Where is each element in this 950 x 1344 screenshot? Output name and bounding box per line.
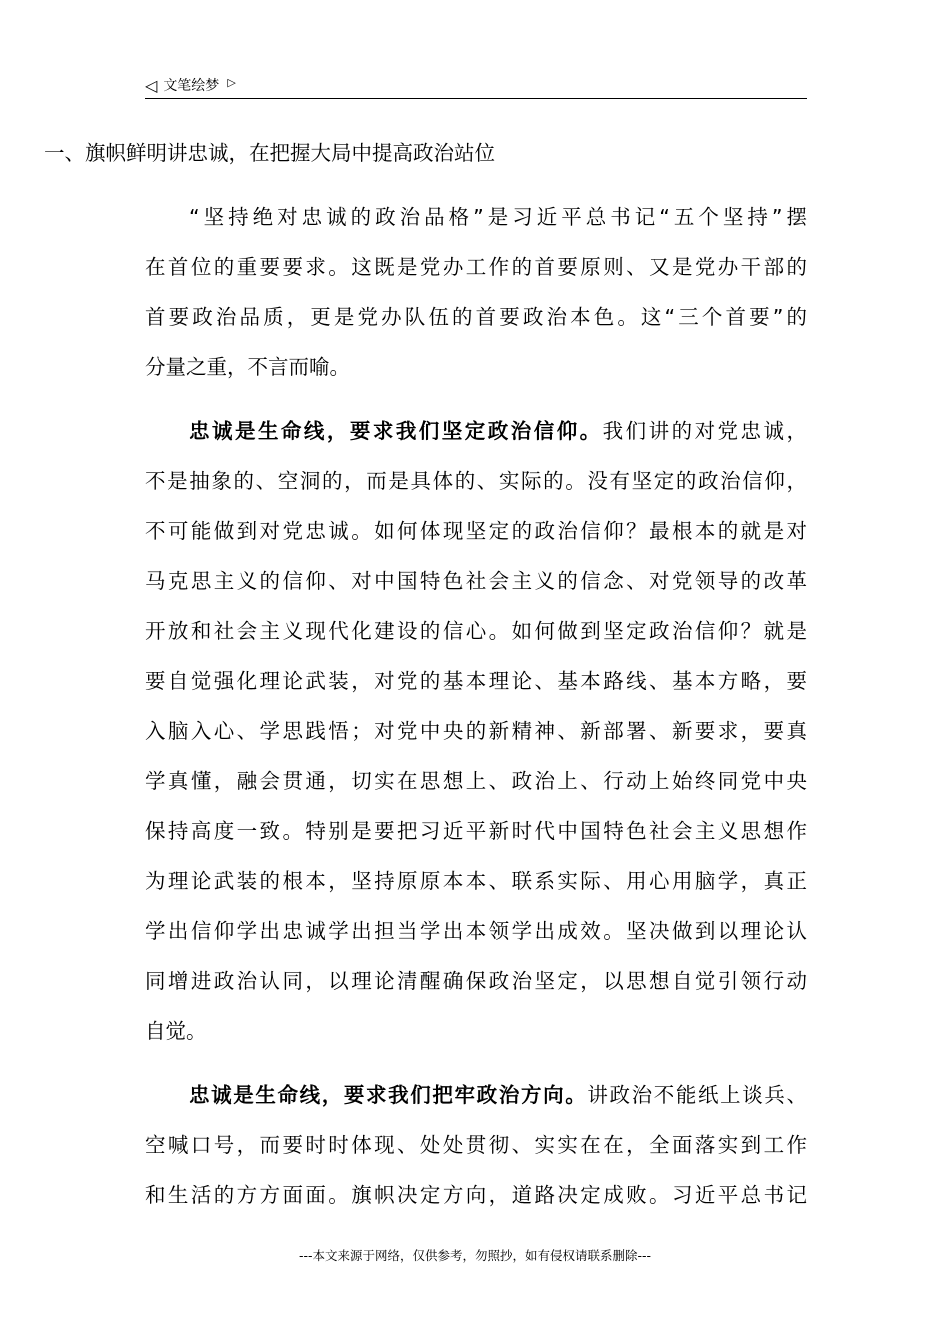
paragraph-2-line: 保持高度一致。特别是要把习近平新时代中国特色社会主义思想作 [145, 819, 807, 843]
paragraph-3-line: 空喊口号，而要时时体现、处处贯彻、实实在在，全面落实到工作 [145, 1133, 807, 1157]
footer-disclaimer: ---本文来源于网络，仅供参考，勿照抄，如有侵权请联系删除--- [298, 1248, 652, 1263]
paragraph-3-lead-line [189, 1079, 807, 1111]
section-heading: 一、旗帜鲜明讲忠诚，在把握大局中提高政治站位 [44, 141, 495, 165]
header-title: 文笔绘梦 [163, 78, 220, 94]
paragraph-1-line: “坚持绝对忠诚的政治品格”是习近平总书记“五个坚持”摆 [189, 205, 807, 229]
paragraph-2-line: 学真懂，融会贯通，切实在思想上、政治上、行动上始终同党中央 [145, 769, 807, 793]
paragraph-2-line: 要自觉强化理论武装，对党的基本理论、基本路线、基本方略，要 [145, 669, 807, 693]
paragraph-2-line: 马克思主义的信仰、对中国特色社会主义的信念、对党领导的改革 [145, 569, 807, 593]
left-triangle-icon: ◁ [145, 75, 158, 95]
paragraph-2-lead-line [189, 415, 807, 447]
paragraph-2-line: 不是抽象的、空洞的，而是具体的、实际的。没有坚定的政治信仰， [145, 469, 807, 493]
paragraph-2-lead-rest: 我们讲的对党忠诚， [602, 419, 808, 443]
paragraph-2-line: 开放和社会主义现代化建设的信心。如何做到坚定政治信仰？就是 [145, 619, 807, 643]
paragraph-2-line: 自觉。 [145, 1019, 207, 1043]
header-divider [145, 98, 807, 99]
paragraph-2-line: 入脑入心、学思践悟；对党中央的新精神、新部署、新要求，要真 [145, 719, 807, 743]
paragraph-1-line: 分量之重，不言而喻。 [145, 355, 350, 379]
paragraph-3-line: 和生活的方方面面。旗帜决定方向，道路决定成败。习近平总书记 [145, 1183, 807, 1207]
paragraph-2-line: 同增进政治认同，以理论清醒确保政治坚定，以思想自觉引领行动 [145, 969, 807, 993]
paragraph-2-line: 学出信仰学出忠诚学出担当学出本领学出成效。坚决做到以理论认 [145, 919, 807, 943]
document-header [145, 72, 236, 98]
paragraph-3-lead-rest: 讲政治不能纸上谈兵、 [587, 1083, 808, 1107]
paragraph-1-line: 在首位的重要要求。这既是党办工作的首要原则、又是党办干部的 [145, 255, 807, 279]
paragraph-1-line: 首要政治品质，更是党办队伍的首要政治本色。这“三个首要”的 [145, 305, 807, 329]
paragraph-2-line: 为理论武装的根本，坚持原原本本、联系实际、用心用脑学，真正 [145, 869, 807, 893]
paragraph-2-line: 不可能做到对党忠诚。如何体现坚定的政治信仰？最根本的就是对 [145, 519, 807, 543]
right-triangle-icon: ▷ [227, 75, 236, 89]
paragraph-3-lead-bold: 忠诚是生命线，要求我们把牢政治方向。 [189, 1083, 588, 1107]
paragraph-2-lead-bold: 忠诚是生命线，要求我们坚定政治信仰。 [189, 419, 603, 443]
